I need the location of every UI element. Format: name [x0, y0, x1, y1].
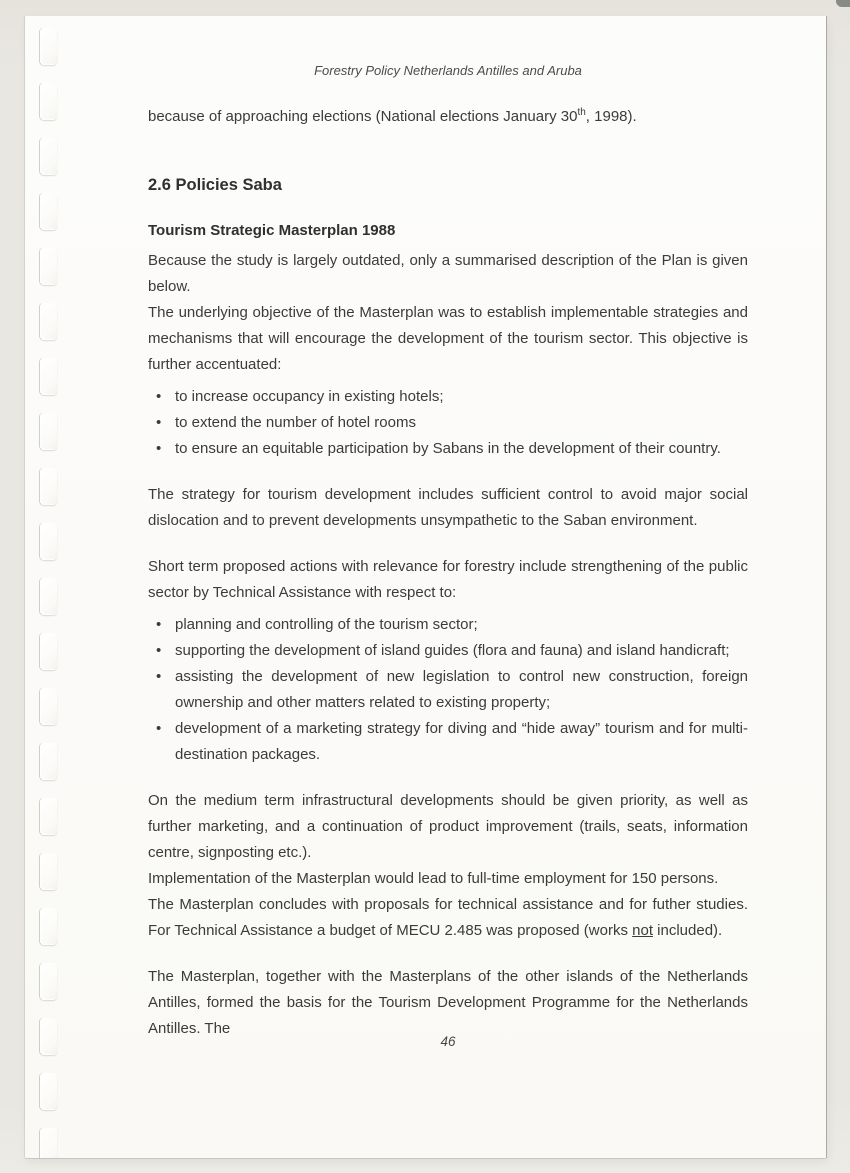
document-page [25, 16, 826, 1158]
intro-text-post: , 1998). [585, 108, 637, 125]
binding-hole [40, 138, 57, 175]
binding-hole [40, 578, 57, 615]
list-item [148, 716, 748, 768]
binding-hole [40, 468, 57, 505]
section-heading: 2.6 Policies Saba [148, 176, 282, 194]
budget-text-pre: The Masterplan concludes with proposals for technical assistance and for futher studies. For Technical Assistance a budget of MECU 2.485 was proposed (works [148, 896, 748, 939]
paragraph-strategy: The strategy for tourism development includes sufficient control to avoid major social dislocation and to prevent developments unsympathetic to the Saban environment. [148, 486, 748, 529]
list-item-text: development of a marketing strategy for diving and “hide away” tourism and for multi-destination packages. [175, 720, 748, 763]
binding-hole [40, 963, 57, 1000]
list-item [148, 384, 748, 410]
binding-hole [40, 413, 57, 450]
superscript-th: th [577, 107, 586, 118]
binding-hole [40, 28, 57, 65]
list-item [148, 436, 748, 462]
binding-hole [40, 853, 57, 890]
list-item-text: planning and controlling of the tourism sector; [175, 616, 478, 633]
paragraph-implementation: Implementation of the Masterplan would lead to full-time employment for 150 persons. [148, 870, 719, 887]
subsection-heading: Tourism Strategic Masterplan 1988 [148, 222, 396, 239]
bullet-icon [148, 664, 175, 690]
budget-text-post: included). [653, 922, 723, 939]
binding-holes [25, 16, 65, 1158]
binding-hole [40, 83, 57, 120]
binding-hole [40, 688, 57, 725]
list-item-text: supporting the development of island guides (flora and fauna) and island handicraft; [175, 642, 730, 659]
bullet-icon [148, 638, 175, 664]
binding-hole [40, 523, 57, 560]
binding-hole [40, 1128, 57, 1158]
paragraph-budget [148, 892, 748, 944]
paragraph-short-term: Short term proposed actions with relevance for forestry include strengthening of the public sector by Technical Assistance with respect to: [148, 558, 748, 601]
bullet-icon [148, 436, 175, 462]
running-header: Forestry Policy Netherlands Antilles and Aruba [314, 63, 582, 78]
paragraph-objective: The underlying objective of the Masterplan was to establish implementable strategies and mechanisms that will encourage the development of the tourism sector. This objective is further accentuated: [148, 304, 748, 373]
binding-hole [40, 248, 57, 285]
list-item [148, 612, 748, 638]
bullet-icon [148, 716, 175, 742]
paragraph-medium-term: On the medium term infrastructural developments should be given priority, as well as further marketing, and a continuation of product improvement (trails, seats, information centre, signposting etc.). [148, 792, 748, 861]
bullet-icon [148, 384, 175, 410]
list-item-text: to increase occupancy in existing hotels; [175, 388, 444, 405]
list-item [148, 410, 748, 436]
paragraph-programme: The Masterplan, together with the Masterplans of the other islands of the Netherlands Antilles, formed the basis for the Tourism Development Programme for the Netherlands Antilles. The [148, 968, 748, 1037]
binding-hole [40, 798, 57, 835]
page-number: 46 [440, 1034, 456, 1049]
short-term-actions-list [148, 612, 748, 768]
intro-text-pre: because of approaching elections (National elections January 30 [148, 108, 578, 125]
list-item-text: to ensure an equitable participation by Sabans in the development of their country. [175, 440, 721, 457]
objectives-list [148, 384, 748, 462]
binding-hole [40, 633, 57, 670]
list-item-text: to extend the number of hotel rooms [175, 414, 416, 431]
underlined-not: not [632, 922, 653, 939]
list-item [148, 638, 748, 664]
binding-hole [40, 193, 57, 230]
binding-hole [40, 1018, 57, 1055]
bullet-icon [148, 410, 175, 436]
bullet-icon [148, 612, 175, 638]
list-item [148, 664, 748, 716]
intro-paragraph [148, 104, 748, 130]
paragraph-outdated: Because the study is largely outdated, only a summarised description of the Plan is given below. [148, 252, 748, 295]
binding-hole [40, 1073, 57, 1110]
binding-hole [40, 908, 57, 945]
page-content [148, 16, 748, 1042]
binding-hole [40, 743, 57, 780]
binding-hole [40, 303, 57, 340]
scanner-corner-artifact [836, 0, 850, 7]
binding-hole [40, 358, 57, 395]
list-item-text: assisting the development of new legislation to control new construction, foreign ownership and other matters related to existing property; [175, 668, 748, 711]
